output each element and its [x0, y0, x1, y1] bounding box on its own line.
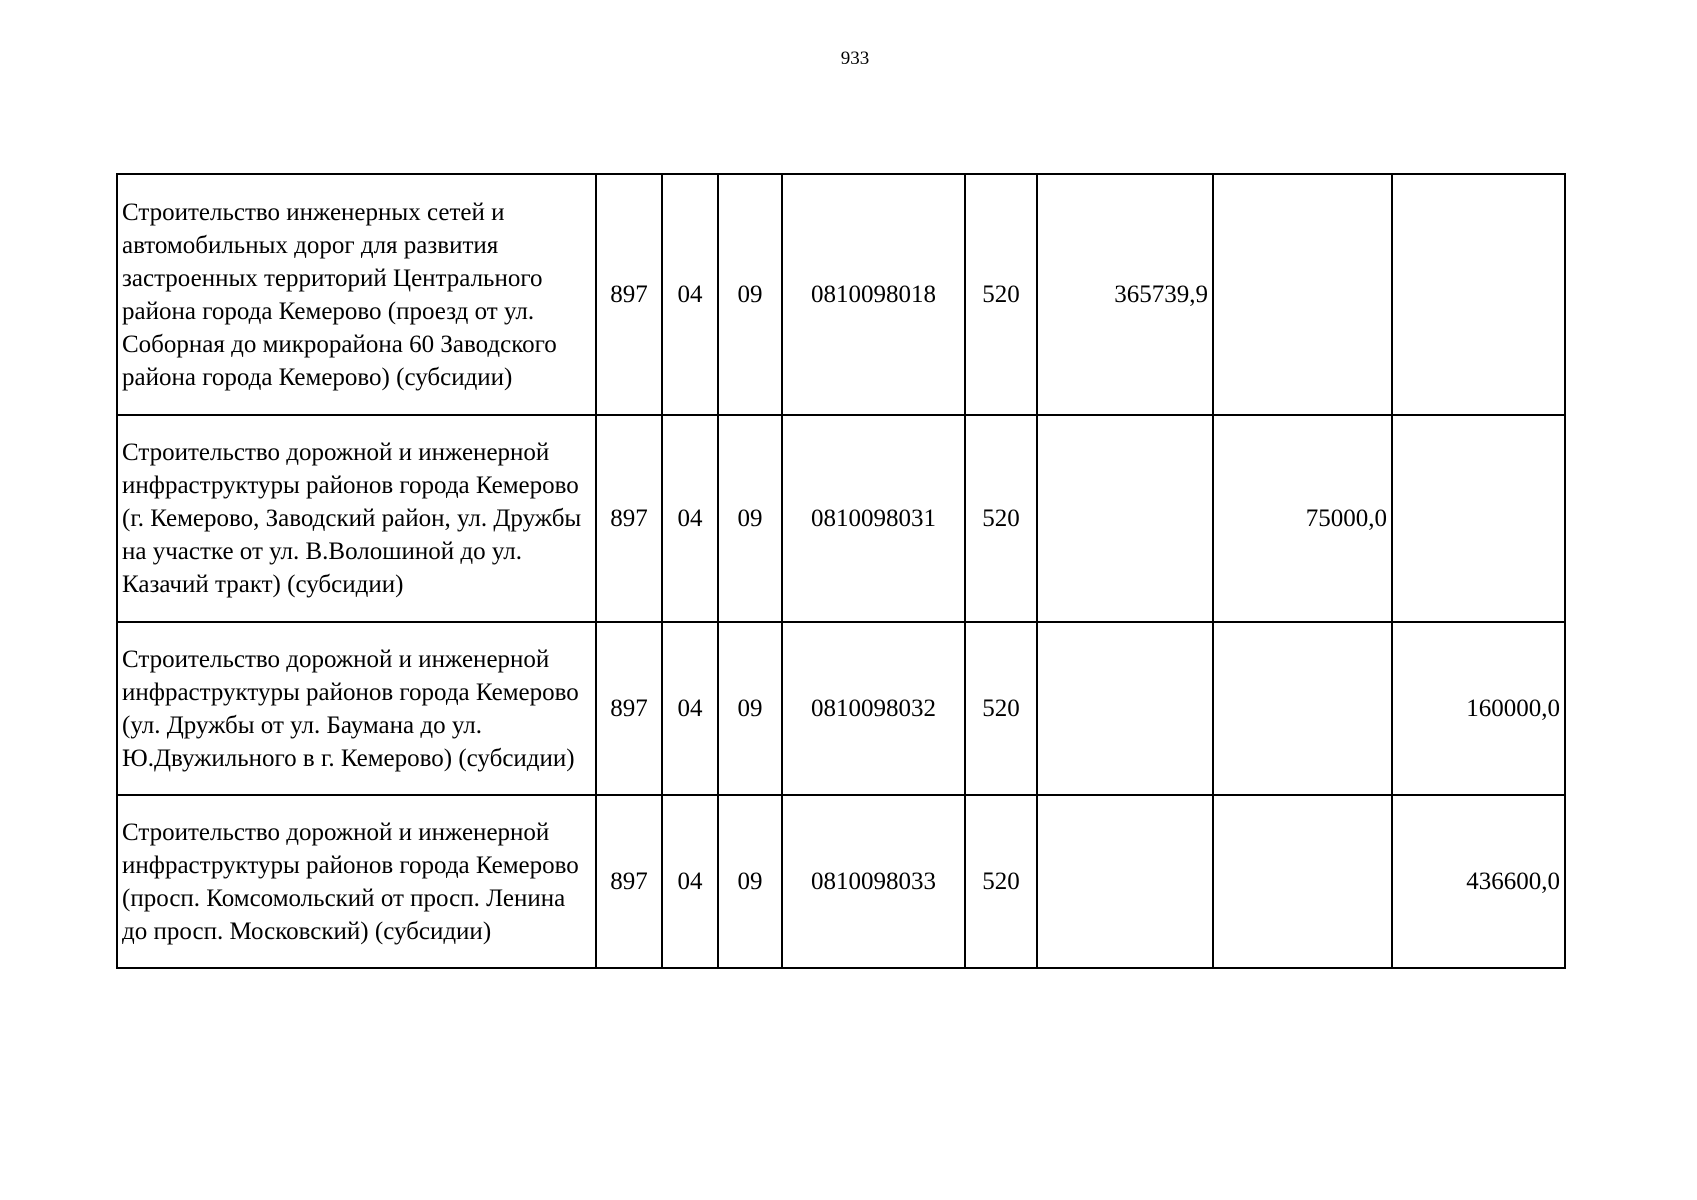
row-name-cell: Строительство дорожной и инженерной инфраструктуры районов города Кемерово (г. Кемерово, Заводский район, ул. Дружбы на участке от ул. В.Волошиной до ул. Казачий тракт) (субсидии): [117, 415, 596, 622]
section-code-cell: 04: [662, 795, 718, 968]
target-article-cell: 0810098031: [782, 415, 965, 622]
expense-type-cell: 520: [965, 415, 1037, 622]
target-article-cell: 0810098018: [782, 174, 965, 415]
table-row: [117, 795, 1565, 968]
subsection-code-cell: 09: [718, 795, 782, 968]
amount-2-cell: [1213, 174, 1392, 415]
section-code-cell: 04: [662, 622, 718, 795]
table-row: [117, 622, 1565, 795]
amount-1-cell: [1037, 622, 1213, 795]
page-number: 933: [840, 48, 870, 69]
subsection-code-cell: 09: [718, 174, 782, 415]
row-name-cell: Строительство дорожной и инженерной инфраструктуры районов города Кемерово (ул. Дружбы от ул. Баумана до ул. Ю.Двужильного в г. Кемерово) (субсидии): [117, 622, 596, 795]
expense-type-cell: 520: [965, 174, 1037, 415]
amount-3-cell: 436600,0: [1392, 795, 1565, 968]
amount-2-cell: [1213, 795, 1392, 968]
row-name-cell: Строительство дорожной и инженерной инфраструктуры районов города Кемерово (просп. Комсомольский от просп. Ленина до просп. Московский) (субсидии): [117, 795, 596, 968]
amount-1-cell: 365739,9: [1037, 174, 1213, 415]
ministry-code-cell: 897: [596, 174, 662, 415]
amount-3-cell: 160000,0: [1392, 622, 1565, 795]
amount-1-cell: [1037, 795, 1213, 968]
ministry-code-cell: 897: [596, 622, 662, 795]
table-row: [117, 415, 1565, 622]
expense-type-cell: 520: [965, 622, 1037, 795]
amount-3-cell: [1392, 174, 1565, 415]
amount-1-cell: [1037, 415, 1213, 622]
amount-3-cell: [1392, 415, 1565, 622]
target-article-cell: 0810098032: [782, 622, 965, 795]
budget-table: [116, 173, 1566, 969]
subsection-code-cell: 09: [718, 415, 782, 622]
amount-2-cell: [1213, 622, 1392, 795]
subsection-code-cell: 09: [718, 622, 782, 795]
row-name-cell: Строительство инженерных сетей и автомобильных дорог для развития застроенных территорий Центрального района города Кемерово (проезд от ул. Соборная до микрорайона 60 Заводского района города Кемерово) (субсидии): [117, 174, 596, 415]
expense-type-cell: 520: [965, 795, 1037, 968]
table-row: [117, 174, 1565, 415]
ministry-code-cell: 897: [596, 795, 662, 968]
section-code-cell: 04: [662, 415, 718, 622]
ministry-code-cell: 897: [596, 415, 662, 622]
section-code-cell: 04: [662, 174, 718, 415]
amount-2-cell: 75000,0: [1213, 415, 1392, 622]
target-article-cell: 0810098033: [782, 795, 965, 968]
